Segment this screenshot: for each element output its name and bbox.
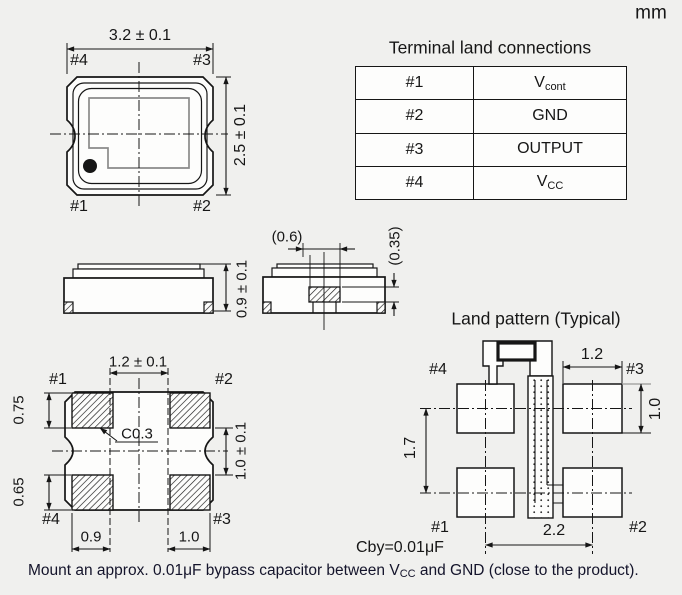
terminal-cell: #3 <box>356 133 474 166</box>
land-pattern-pin3-label: #3 <box>626 361 644 378</box>
top-view-pin1-label: #1 <box>70 198 88 215</box>
table-row <box>356 100 627 133</box>
unit-label: mm <box>635 2 667 24</box>
top-view-height-dim: 2.5 ± 0.1 <box>232 103 249 167</box>
table-row <box>356 166 627 199</box>
land-pattern-pin4-label: #4 <box>429 361 447 378</box>
center-ground-strip <box>528 376 553 518</box>
terminal-cell: #4 <box>356 166 474 199</box>
terminal-table-title: Terminal land connections <box>388 37 592 58</box>
bypass-capacitor-symbol <box>498 343 535 360</box>
connection-cell: $V_{CC}$ <box>474 166 627 199</box>
footer-note-text-after: and GND (close to the product). <box>415 562 639 579</box>
terminal-land-connections-table <box>355 66 627 200</box>
connection-cell: $V_{cont}$ <box>474 67 627 100</box>
connection-cell: OUTPUT <box>474 133 627 166</box>
bottom-view-drawing <box>44 368 233 552</box>
bypass-cap-value-label: Cby=0.01μF <box>356 539 444 556</box>
bottom-view-pin2-label: #2 <box>215 371 233 388</box>
table-row <box>356 133 627 166</box>
bottom-view-pad-height-top-dim: 0.75 <box>10 395 28 425</box>
land-pattern-pad-width-dim: 1.2 <box>580 346 604 363</box>
footer-note <box>28 562 639 580</box>
bottom-view-pin1-label: #1 <box>49 371 67 388</box>
section-view-depth-dim: (0.35) <box>386 226 404 266</box>
terminal-cell: #1 <box>356 67 474 100</box>
terminal-cell: #2 <box>356 100 474 133</box>
top-view-pin4-label: #4 <box>70 52 88 69</box>
land-pattern-title: Land pattern (Typical) <box>451 308 621 329</box>
section-view-width-dim: (0.6) <box>271 228 303 246</box>
footer-note-vcc-sub: CC <box>399 568 416 580</box>
section-view-drawing <box>263 243 399 330</box>
footer-note-text: Mount an approx. 0.01μF bypass capacitor between V <box>28 562 400 579</box>
bottom-view-inner-spacing-dim: 1.2 ± 0.1 <box>108 353 168 371</box>
side-view-height-dim: 0.9 ± 0.1 <box>233 259 251 319</box>
top-view-pin2-label: #2 <box>193 198 211 215</box>
bottom-view-pad-pitch-dim: 1.0 ± 0.1 <box>232 421 250 481</box>
land-pattern-column-pitch-dim: 2.2 <box>542 522 566 539</box>
top-view-pin3-label: #3 <box>193 52 211 69</box>
side-view-drawing <box>64 264 231 313</box>
bottom-view-pad-height-bottom-dim: 0.65 <box>10 477 28 507</box>
bottom-view-pad-width-right-dim: 1.0 <box>178 528 200 546</box>
bottom-view-pin3-label: #3 <box>213 511 231 528</box>
land-pattern-pin1-label: #1 <box>431 519 449 536</box>
land-pattern-row-pitch-dim: 1.7 <box>402 436 419 460</box>
bottom-view-chamfer-label: C0.3 <box>121 425 153 443</box>
connection-cell: GND <box>474 100 627 133</box>
bottom-view-pin4-label: #4 <box>42 511 60 528</box>
land-pattern-drawing <box>420 341 651 554</box>
bottom-view-pad-width-left-dim: 0.9 <box>80 528 102 546</box>
pin1-index-dot <box>83 159 97 173</box>
table-row <box>356 67 627 100</box>
land-pattern-pin2-label: #2 <box>629 519 647 536</box>
top-view-width-dim: 3.2 ± 0.1 <box>108 27 172 44</box>
land-pattern-pad-height-dim: 1.0 <box>647 397 664 421</box>
